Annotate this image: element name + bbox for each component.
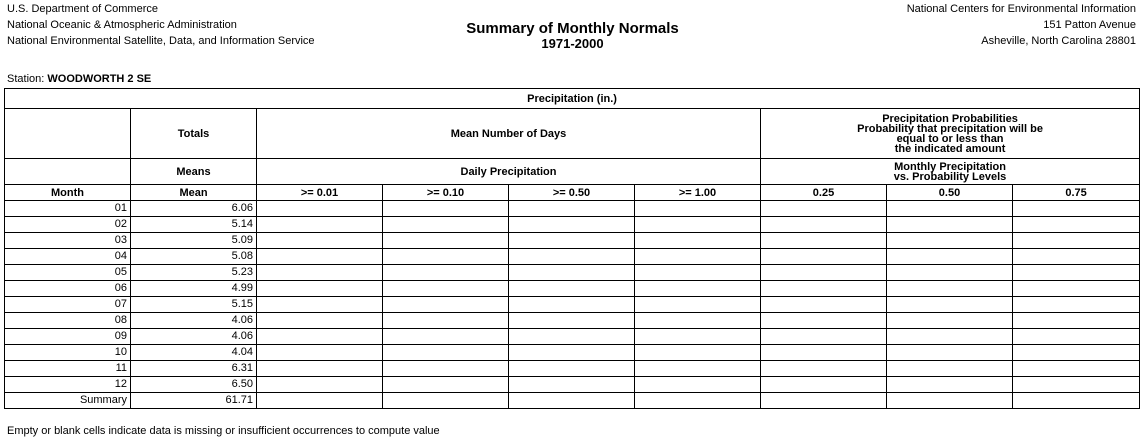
precipitation-group-header: Precipitation (in.) bbox=[5, 89, 1140, 109]
empty-cell bbox=[1013, 345, 1140, 361]
empty-cell bbox=[887, 265, 1013, 281]
means-header: Means bbox=[131, 159, 257, 185]
empty-cell bbox=[635, 361, 761, 377]
empty-cell bbox=[509, 201, 635, 217]
address-line: Asheville, North Carolina 28801 bbox=[981, 35, 1136, 47]
monthly-precipitation-line: vs. Probability Levels bbox=[893, 170, 1007, 183]
empty-cell bbox=[887, 377, 1013, 393]
daily-precipitation-header: Daily Precipitation bbox=[257, 159, 761, 185]
empty-cell bbox=[635, 297, 761, 313]
footnote: Empty or blank cells indicate data is missing or insufficient occurrences to compute value bbox=[7, 425, 440, 437]
empty-cell bbox=[635, 233, 761, 249]
empty-cell bbox=[761, 281, 887, 297]
mean-cell: 4.06 bbox=[131, 329, 257, 345]
empty-cell bbox=[509, 377, 635, 393]
empty-cell bbox=[635, 377, 761, 393]
month-cell: 07 bbox=[5, 297, 131, 313]
mean-cell: 6.06 bbox=[131, 201, 257, 217]
empty-cell bbox=[635, 313, 761, 329]
empty-cell bbox=[257, 393, 383, 409]
empty-cell bbox=[1013, 249, 1140, 265]
table-row bbox=[5, 393, 1140, 409]
empty-cell bbox=[887, 249, 1013, 265]
empty-cell bbox=[383, 377, 509, 393]
table-row bbox=[5, 265, 1140, 281]
table-row bbox=[5, 297, 1140, 313]
empty-cell bbox=[635, 217, 761, 233]
month-cell: 04 bbox=[5, 249, 131, 265]
empty-cell bbox=[383, 345, 509, 361]
table-row bbox=[5, 233, 1140, 249]
table-row bbox=[5, 249, 1140, 265]
empty-cell bbox=[761, 361, 887, 377]
report-title: Summary of Monthly Normals bbox=[466, 20, 679, 37]
empty-cell bbox=[635, 393, 761, 409]
mean-column-header: Mean bbox=[131, 185, 257, 201]
empty-cell bbox=[257, 249, 383, 265]
normals-table bbox=[4, 88, 1140, 409]
probabilities-header bbox=[761, 109, 1140, 159]
monthly-precipitation-line: Monthly Precipitation bbox=[894, 160, 1006, 173]
agency-line: National Environmental Satellite, Data, and Information Service bbox=[7, 35, 315, 47]
empty-cell bbox=[509, 313, 635, 329]
month-cell: 08 bbox=[5, 313, 131, 329]
month-cell: 05 bbox=[5, 265, 131, 281]
probability-level-header: 0.25 bbox=[761, 185, 887, 201]
probability-level-header: 0.75 bbox=[1013, 185, 1140, 201]
table-row bbox=[5, 313, 1140, 329]
threshold-header: >= 0.01 bbox=[257, 185, 383, 201]
empty-cell bbox=[761, 345, 887, 361]
empty-cell bbox=[1013, 233, 1140, 249]
empty-cell bbox=[509, 393, 635, 409]
table-row bbox=[5, 217, 1140, 233]
empty-cell bbox=[509, 217, 635, 233]
empty-cell bbox=[509, 249, 635, 265]
empty-cell bbox=[257, 329, 383, 345]
probabilities-header-line: equal to or less than bbox=[896, 132, 1004, 145]
table-body bbox=[5, 201, 1140, 409]
empty-cell bbox=[887, 313, 1013, 329]
empty-cell bbox=[761, 377, 887, 393]
empty-cell bbox=[635, 265, 761, 281]
empty-cell bbox=[761, 265, 887, 281]
empty-cell bbox=[257, 233, 383, 249]
empty-cell bbox=[383, 265, 509, 281]
empty-cell bbox=[1013, 313, 1140, 329]
month-cell: 06 bbox=[5, 281, 131, 297]
mean-cell: 61.71 bbox=[131, 393, 257, 409]
empty-cell bbox=[257, 265, 383, 281]
mean-cell: 5.09 bbox=[131, 233, 257, 249]
empty-cell bbox=[1013, 329, 1140, 345]
table-row bbox=[5, 281, 1140, 297]
empty-cell bbox=[383, 217, 509, 233]
empty-cell bbox=[635, 281, 761, 297]
empty-cell bbox=[761, 217, 887, 233]
empty-cell bbox=[1013, 201, 1140, 217]
threshold-header: >= 1.00 bbox=[635, 185, 761, 201]
month-cell: 10 bbox=[5, 345, 131, 361]
empty-cell bbox=[635, 201, 761, 217]
month-cell: Summary bbox=[5, 393, 131, 409]
agency-line: National Oceanic & Atmospheric Administration bbox=[7, 19, 237, 31]
empty-cell bbox=[383, 361, 509, 377]
empty-cell bbox=[509, 361, 635, 377]
month-cell: 11 bbox=[5, 361, 131, 377]
mean-cell: 5.23 bbox=[131, 265, 257, 281]
mean-cell: 4.04 bbox=[131, 345, 257, 361]
blank-header-cell bbox=[5, 109, 131, 159]
address-block bbox=[907, 1, 1136, 49]
empty-cell bbox=[383, 201, 509, 217]
mean-cell: 4.99 bbox=[131, 281, 257, 297]
empty-cell bbox=[257, 201, 383, 217]
empty-cell bbox=[509, 345, 635, 361]
empty-cell bbox=[1013, 281, 1140, 297]
table-row bbox=[5, 201, 1140, 217]
empty-cell bbox=[257, 313, 383, 329]
blank-header-cell bbox=[5, 159, 131, 185]
probability-level-header: 0.50 bbox=[887, 185, 1013, 201]
probabilities-header-line: the indicated amount bbox=[894, 142, 1006, 155]
empty-cell bbox=[761, 233, 887, 249]
empty-cell bbox=[383, 313, 509, 329]
empty-cell bbox=[761, 297, 887, 313]
table-row bbox=[5, 377, 1140, 393]
probabilities-header-line: Precipitation Probabilities bbox=[882, 112, 1018, 125]
station-name: WOODWORTH 2 SE bbox=[47, 73, 152, 85]
empty-cell bbox=[1013, 377, 1140, 393]
empty-cell bbox=[887, 233, 1013, 249]
empty-cell bbox=[887, 393, 1013, 409]
empty-cell bbox=[1013, 217, 1140, 233]
empty-cell bbox=[257, 217, 383, 233]
month-cell: 09 bbox=[5, 329, 131, 345]
empty-cell bbox=[761, 329, 887, 345]
month-column-header: Month bbox=[5, 185, 131, 201]
empty-cell bbox=[383, 297, 509, 313]
empty-cell bbox=[383, 393, 509, 409]
mean-cell: 6.50 bbox=[131, 377, 257, 393]
empty-cell bbox=[1013, 265, 1140, 281]
month-cell: 02 bbox=[5, 217, 131, 233]
empty-cell bbox=[887, 217, 1013, 233]
empty-cell bbox=[509, 297, 635, 313]
empty-cell bbox=[887, 361, 1013, 377]
empty-cell bbox=[887, 201, 1013, 217]
month-cell: 01 bbox=[5, 201, 131, 217]
agency-line: U.S. Department of Commerce bbox=[7, 3, 158, 15]
table-row bbox=[5, 329, 1140, 345]
empty-cell bbox=[887, 297, 1013, 313]
month-cell: 03 bbox=[5, 233, 131, 249]
empty-cell bbox=[761, 393, 887, 409]
empty-cell bbox=[383, 249, 509, 265]
empty-cell bbox=[761, 313, 887, 329]
table-row bbox=[5, 345, 1140, 361]
empty-cell bbox=[509, 329, 635, 345]
address-line: National Centers for Environmental Information bbox=[906, 3, 1136, 15]
empty-cell bbox=[257, 345, 383, 361]
empty-cell bbox=[509, 281, 635, 297]
monthly-precipitation-header bbox=[761, 159, 1140, 185]
empty-cell bbox=[383, 281, 509, 297]
threshold-header: >= 0.10 bbox=[383, 185, 509, 201]
empty-cell bbox=[383, 329, 509, 345]
probabilities-header-line: Probability that precipitation will be bbox=[857, 122, 1043, 135]
mean-cell: 5.08 bbox=[131, 249, 257, 265]
empty-cell bbox=[383, 233, 509, 249]
report-period: 1971-2000 bbox=[541, 36, 604, 51]
empty-cell bbox=[635, 345, 761, 361]
empty-cell bbox=[509, 265, 635, 281]
mean-cell: 5.14 bbox=[131, 217, 257, 233]
station-line bbox=[7, 72, 151, 86]
empty-cell bbox=[635, 329, 761, 345]
mean-days-header: Mean Number of Days bbox=[257, 109, 761, 159]
empty-cell bbox=[635, 249, 761, 265]
month-cell: 12 bbox=[5, 377, 131, 393]
empty-cell bbox=[1013, 393, 1140, 409]
table-row bbox=[5, 361, 1140, 377]
station-label: Station: bbox=[7, 73, 45, 85]
totals-header: Totals bbox=[131, 109, 257, 159]
mean-cell: 5.15 bbox=[131, 297, 257, 313]
empty-cell bbox=[257, 297, 383, 313]
empty-cell bbox=[1013, 361, 1140, 377]
empty-cell bbox=[761, 249, 887, 265]
empty-cell bbox=[509, 233, 635, 249]
empty-cell bbox=[1013, 297, 1140, 313]
empty-cell bbox=[887, 281, 1013, 297]
empty-cell bbox=[257, 361, 383, 377]
empty-cell bbox=[887, 329, 1013, 345]
mean-cell: 6.31 bbox=[131, 361, 257, 377]
empty-cell bbox=[761, 201, 887, 217]
mean-cell: 4.06 bbox=[131, 313, 257, 329]
address-line: 151 Patton Avenue bbox=[1043, 19, 1136, 31]
threshold-header: >= 0.50 bbox=[509, 185, 635, 201]
empty-cell bbox=[887, 345, 1013, 361]
empty-cell bbox=[257, 377, 383, 393]
empty-cell bbox=[257, 281, 383, 297]
